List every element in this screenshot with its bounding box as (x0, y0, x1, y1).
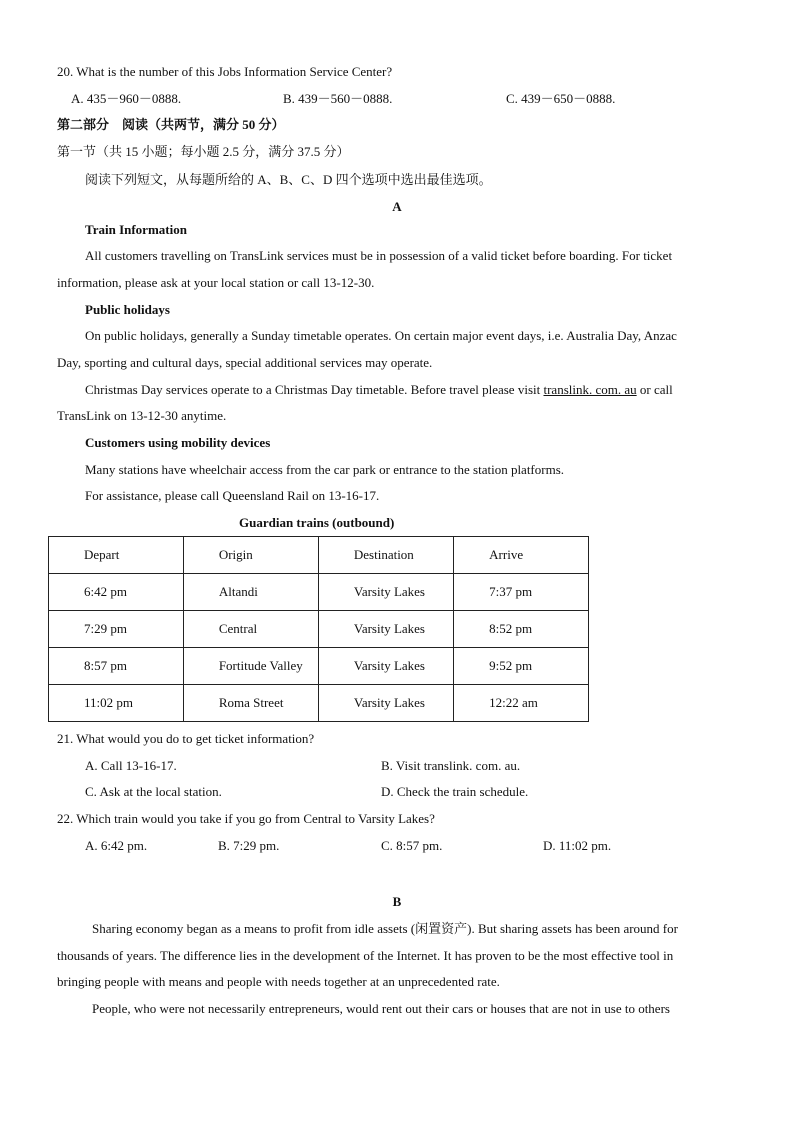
part2-heading: 第二部分 阅读（共两节，满分 50 分） (57, 117, 285, 132)
cell-destination: Varsity Lakes (318, 648, 453, 685)
public-holidays-line-2: Day, sporting and cultural days, special additional services may operate. (57, 355, 433, 370)
q20-question: 20. What is the number of this Jobs Information Service Center? (57, 64, 393, 79)
cell-origin: Roma Street (183, 685, 318, 722)
cell-arrive: 12:22 am (454, 685, 589, 722)
passage-b-letter: B (392, 894, 402, 909)
cell-origin: Central (183, 611, 318, 648)
q22-option-c: C. 8:57 pm. (381, 838, 443, 853)
header-depart: Depart (49, 537, 184, 574)
table-row (49, 648, 589, 685)
cell-origin: Altandi (183, 574, 318, 611)
q22-option-a: A. 6:42 pm. (85, 838, 148, 853)
cell-arrive: 8:52 pm (454, 611, 589, 648)
train-info-heading: Train Information (85, 222, 187, 237)
table-row (49, 574, 589, 611)
cell-destination: Varsity Lakes (318, 685, 453, 722)
q22-question: 22. Which train would you take if you go from Central to Varsity Lakes? (57, 811, 435, 826)
passage-b-line-3: bringing people with means and people with needs together at an unprecedented rate. (57, 974, 500, 989)
cell-depart: 6:42 pm (49, 574, 184, 611)
q21-option-d: D. Check the train schedule. (381, 784, 529, 799)
cell-origin: Fortitude Valley (183, 648, 318, 685)
cell-depart: 8:57 pm (49, 648, 184, 685)
passage-b-line-2: thousands of years. The difference lies in the development of the Internet. It has proven to be the most effective tool in (57, 948, 674, 963)
passage-b-line-1: Sharing economy began as a means to profit from idle assets (闲置资产). But sharing assets has been around for (92, 921, 678, 936)
q20-option-a: A. 435－960－0888. (71, 91, 182, 106)
christmas-line-2: TransLink on 13-12-30 anytime. (57, 408, 227, 423)
header-destination: Destination (318, 537, 453, 574)
q22-option-d: D. 11:02 pm. (543, 838, 612, 853)
q21-option-c: C. Ask at the local station. (85, 784, 222, 799)
passage-a-letter: A (392, 199, 402, 214)
mobility-line-1: Many stations have wheelchair access from the car park or entrance to the station platforms. (85, 462, 565, 477)
table-row (49, 685, 589, 722)
cell-depart: 11:02 pm (49, 685, 184, 722)
section1-heading: 第一节（共 15 小题；每小题 2.5 分，满分 37.5 分） (57, 144, 350, 159)
cell-depart: 7:29 pm (49, 611, 184, 648)
instruction-text: 阅读下列短文，从每题所给的 A、B、C、D 四个选项中选出最佳选项。 (85, 172, 492, 187)
q21-question: 21. What would you do to get ticket information? (57, 731, 315, 746)
header-origin: Origin (183, 537, 318, 574)
q22-option-b: B. 7:29 pm. (218, 838, 280, 853)
public-holidays-heading: Public holidays (85, 302, 170, 317)
cell-arrive: 9:52 pm (454, 648, 589, 685)
passage-b-line-4: People, who were not necessarily entrepreneurs, would rent out their cars or houses that are not in use to others (92, 1001, 670, 1016)
table-title: Guardian trains (outbound) (239, 515, 395, 530)
table-row (49, 611, 589, 648)
train-info-line-2: information, please ask at your local station or call 13-12-30. (57, 275, 375, 290)
cell-destination: Varsity Lakes (318, 611, 453, 648)
train-info-line-1: All customers travelling on TransLink services must be in possession of a valid ticket before boarding. For ticket (85, 248, 673, 263)
table-header-row (49, 537, 589, 574)
q20-option-c: C. 439－650－0888. (506, 91, 616, 106)
cell-arrive: 7:37 pm (454, 574, 589, 611)
christmas-line-1 (85, 382, 673, 398)
christmas-text-pre: Christmas Day services operate to a Christmas Day timetable. Before travel please visit (85, 382, 544, 397)
q21-option-b: B. Visit translink. com. au. (381, 758, 521, 773)
train-timetable (48, 536, 589, 722)
cell-destination: Varsity Lakes (318, 574, 453, 611)
translink-link[interactable]: translink. com. au (543, 382, 637, 397)
christmas-text-post: or call (636, 382, 673, 397)
header-arrive: Arrive (454, 537, 589, 574)
mobility-heading: Customers using mobility devices (85, 435, 271, 450)
q21-option-a: A. Call 13-16-17. (85, 758, 177, 773)
q20-option-b: B. 439－560－0888. (283, 91, 393, 106)
mobility-line-2: For assistance, please call Queensland Rail on 13-16-17. (85, 488, 380, 503)
public-holidays-line-1: On public holidays, generally a Sunday timetable operates. On certain major event days, i.e. Australia Day, Anzac (85, 328, 677, 343)
